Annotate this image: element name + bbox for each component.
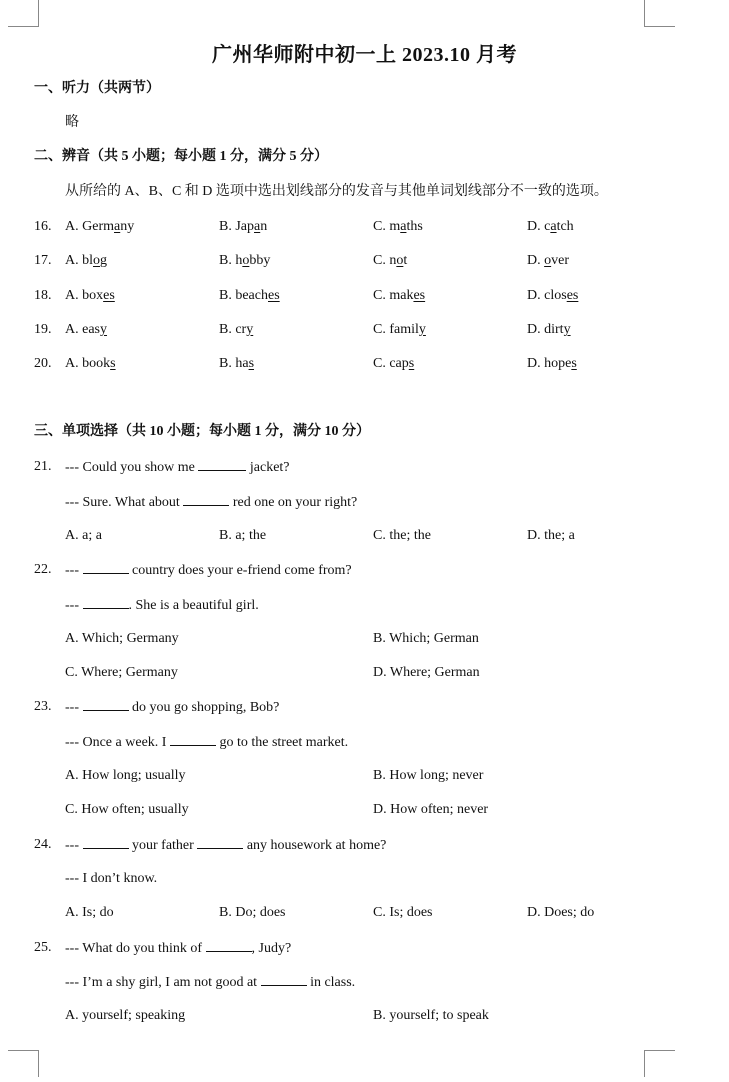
underlined-letters: s xyxy=(408,356,415,371)
dialogue-line: --- Could you show me jacket? xyxy=(65,460,290,475)
option-d: D. dirty xyxy=(527,322,571,337)
underlined-letters: y xyxy=(100,322,108,337)
dialogue-line: --- Sure. What about red one on your right? xyxy=(65,495,358,510)
underlined-letters: es xyxy=(103,288,115,303)
option-a: A. Is; do xyxy=(65,905,114,920)
option-a: A. a; a xyxy=(65,528,102,543)
answer-blank xyxy=(170,733,216,746)
underlined-letters: es xyxy=(413,288,426,303)
answer-blank xyxy=(83,836,129,849)
option-b: B. hobby xyxy=(219,253,271,268)
option-c: C. the; the xyxy=(373,528,431,543)
option-c: C. maths xyxy=(373,219,423,234)
option-d: D. hopes xyxy=(527,356,577,371)
page-title: 广州华师附中初一上 2023.10 月考 xyxy=(212,44,517,66)
option-c: C. caps xyxy=(373,356,415,371)
option-d: D. catch xyxy=(527,219,574,234)
option-d: D. Does; do xyxy=(527,905,595,920)
dialogue-line: --- do you go shopping, Bob? xyxy=(65,700,280,715)
option-b: B. has xyxy=(219,356,255,371)
section-1-note: 略 xyxy=(65,115,79,130)
option-d: D. the; a xyxy=(527,528,575,543)
option-a: A. easy xyxy=(65,322,108,337)
option-b: B. How long; never xyxy=(373,768,484,783)
corner-mark-bottom-right xyxy=(644,1050,675,1077)
option-a: A. books xyxy=(65,356,116,371)
underlined-letters: a xyxy=(400,219,407,234)
dialogue-line: --- country does your e-friend come from? xyxy=(65,563,352,578)
underlined-letters: a xyxy=(114,219,121,234)
dialogue-line: --- What do you think of , Judy? xyxy=(65,941,292,956)
dialogue-line: --- Once a week. I go to the street market. xyxy=(65,735,349,750)
option-a: A. blog xyxy=(65,253,108,268)
question-number: 18. xyxy=(34,288,52,303)
option-a: A. Germany xyxy=(65,219,135,234)
answer-blank xyxy=(183,493,229,506)
option-b: B. Do; does xyxy=(219,905,286,920)
underlined-letters: s xyxy=(110,356,116,371)
underlined-letters: o xyxy=(544,253,552,268)
option-b: B. Japan xyxy=(219,219,268,234)
underlined-letters: y xyxy=(246,322,254,337)
question-number: 19. xyxy=(34,322,52,337)
option-c: C. family xyxy=(373,322,426,337)
underlined-letters: a xyxy=(254,219,261,234)
question-number: 17. xyxy=(34,253,52,268)
section-2-instruction: 从所给的 A、B、C 和 D 选项中选出划线部分的发音与其他单词划线部分不一致的选项。 xyxy=(65,184,608,199)
corner-mark-top-left xyxy=(8,0,39,27)
dialogue-line: --- your father any housework at home? xyxy=(65,838,387,853)
question-number: 21. xyxy=(34,459,52,474)
answer-blank xyxy=(206,939,252,952)
underlined-letters: y xyxy=(418,322,426,337)
option-b: B. yourself; to speak xyxy=(373,1008,489,1023)
option-d: D. closes xyxy=(527,288,579,303)
option-c: C. Where; Germany xyxy=(65,665,178,680)
underlined-letters: y xyxy=(563,322,571,337)
answer-blank xyxy=(83,561,129,574)
question-number: 22. xyxy=(34,562,52,577)
answer-blank xyxy=(83,596,129,609)
question-number: 25. xyxy=(34,940,52,955)
section-3-heading: 三、单项选择（共 10 小题；每小题 1 分，满分 10 分） xyxy=(34,424,370,439)
option-a: A. Which; Germany xyxy=(65,631,179,646)
option-c: C. makes xyxy=(373,288,426,303)
underlined-letters: o xyxy=(396,253,404,268)
question-number: 16. xyxy=(34,219,52,234)
question-number: 20. xyxy=(34,356,52,371)
underlined-letters: es xyxy=(268,288,280,303)
dialogue-line: --- I’m a shy girl, I am not good at in class. xyxy=(65,975,356,990)
option-a: A. boxes xyxy=(65,288,115,303)
option-a: A. How long; usually xyxy=(65,768,186,783)
underlined-letters: o xyxy=(242,253,250,268)
option-a: A. yourself; speaking xyxy=(65,1008,186,1023)
answer-blank xyxy=(83,698,129,711)
option-c: C. Is; does xyxy=(373,905,433,920)
answer-blank xyxy=(197,836,243,849)
underlined-letters: o xyxy=(93,253,101,268)
dialogue-line: --- I don’t know. xyxy=(65,871,158,886)
option-c: C. not xyxy=(373,253,408,268)
question-number: 23. xyxy=(34,699,52,714)
option-b: B. beaches xyxy=(219,288,280,303)
option-b: B. Which; German xyxy=(373,631,479,646)
option-c: C. How often; usually xyxy=(65,802,189,817)
question-number: 24. xyxy=(34,837,52,852)
option-b: B. a; the xyxy=(219,528,267,543)
answer-blank xyxy=(261,973,307,986)
underlined-letters: s xyxy=(248,356,255,371)
option-d: D. over xyxy=(527,253,570,268)
section-2-heading: 二、辨音（共 5 小题；每小题 1 分，满分 5 分） xyxy=(34,149,328,164)
option-d: D. Where; German xyxy=(373,665,480,680)
underlined-letters: s xyxy=(571,356,577,371)
underlined-letters: es xyxy=(566,288,579,303)
option-b: B. cry xyxy=(219,322,254,337)
corner-mark-bottom-left xyxy=(8,1050,39,1077)
section-1-heading: 一、听力（共两节） xyxy=(34,81,160,96)
corner-mark-top-right xyxy=(644,0,675,27)
option-d: D. How often; never xyxy=(373,802,489,817)
dialogue-line: --- . She is a beautiful girl. xyxy=(65,598,259,613)
underlined-letters: a xyxy=(550,219,557,234)
answer-blank xyxy=(198,458,246,471)
